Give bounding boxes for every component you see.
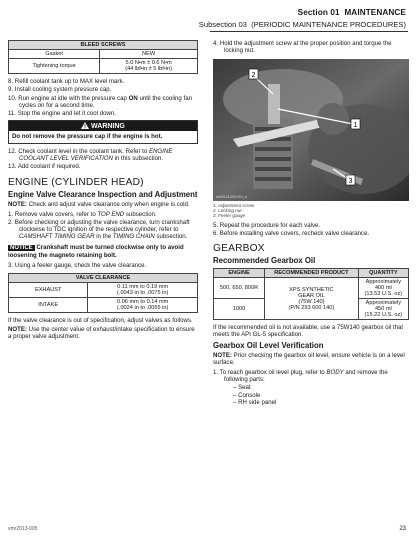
gearbox-oil-subtitle: Recommended Gearbox Oil bbox=[213, 256, 316, 266]
engine-head-title: ENGINE (CYLINDER HEAD) bbox=[8, 176, 144, 188]
engine-valve-illustration bbox=[213, 59, 409, 201]
step-8: 8. Refill coolant tank up to MAX level mark. bbox=[8, 78, 125, 85]
warning-triangle-icon bbox=[81, 122, 89, 129]
valve-step-6: 6. Before installing valve covers, recheck valve clearance. bbox=[213, 230, 370, 238]
callout-3: 3 bbox=[348, 177, 353, 185]
exhaust-label: EXHAUST bbox=[9, 282, 88, 297]
out-of-spec-text: If the valve clearance is out of specification, adjust valves as follows. bbox=[8, 316, 193, 324]
valve-step-2: 2. Before checking or adjusting the valve clearance, turn crankshaft clockwise to TDC ignition of the respective cylinder, refer to CAMSHAFT TIMING GEAR in the TIMING CHAIN subsection. bbox=[8, 218, 190, 241]
intake-value: 0.06 mm to 0.14 mm (.0024 in to .0055 in) bbox=[88, 297, 198, 312]
warning-header bbox=[9, 121, 197, 131]
left-column bbox=[8, 40, 198, 341]
section-title bbox=[298, 8, 406, 17]
valve-step-4: 4. Hold the adjustment screw at the proper position and torque the locking nut. bbox=[213, 40, 392, 55]
gearbox-title: GEARBOX bbox=[213, 243, 265, 255]
bleed-screws-table bbox=[8, 40, 198, 74]
warning-box bbox=[8, 120, 198, 143]
photo-code: rmr2013-009-001_a bbox=[216, 194, 247, 199]
callout-2: 2 bbox=[251, 71, 256, 79]
valve-note: NOTE: Check and adjust valve clearance only when engine is cold. bbox=[8, 201, 190, 209]
step-11: 11. Stop the engine and let it cool down. bbox=[8, 110, 116, 118]
valve-step-5: 5. Repeat the procedure for each valve. bbox=[213, 221, 321, 229]
exhaust-value: 0.11 mm to 0.19 mm (.0043 in to .0075 in) bbox=[88, 282, 198, 297]
bleed-gasket-value: NEW bbox=[100, 50, 198, 59]
bleed-torque-value bbox=[100, 59, 198, 74]
right-column bbox=[213, 40, 409, 406]
subsection-name: (PERIODIC MAINTENANCE PROCEDURES) bbox=[251, 20, 406, 29]
quantity-2: Approximately 450 ml (15.22 U.S. oz) bbox=[358, 299, 408, 320]
engine-500-650-800r: 500, 650, 800R bbox=[214, 278, 265, 299]
subsection-title bbox=[199, 20, 406, 29]
intake-label: INTAKE bbox=[9, 297, 88, 312]
table-row bbox=[214, 278, 409, 299]
valve-step-1: 1. Remove valve covers, refer to TOP END subsection. bbox=[8, 210, 157, 218]
caption-adjustment-screw: 1. Adjustment screw bbox=[213, 202, 255, 208]
bleed-torque-label: Tightening torque bbox=[9, 59, 100, 74]
valve-adjustment-photo bbox=[213, 59, 409, 201]
callout-1: 1 bbox=[353, 121, 358, 129]
step-13: 13. Add coolant if required. bbox=[8, 163, 81, 171]
col-engine: ENGINE bbox=[214, 269, 265, 278]
valve-clearance-subtitle: Engine Valve Clearance Inspection and Adjustment bbox=[8, 189, 198, 199]
notice-paragraph: NOTICE Crankshaft must be turned clockwise only to avoid loosening the magneto retaining bolt. bbox=[8, 243, 184, 260]
bleed-table-title: BLEED SCREWS bbox=[9, 41, 198, 50]
valve-step-3: 3. Using a feeler gauge, check the valve clearance. bbox=[8, 262, 147, 270]
alternate-oil-text: If the recommended oil is not available, use a 75W140 gearbox oil that meets the API GL-5 specification. bbox=[213, 324, 404, 339]
footer-code: vmr2013-005 bbox=[8, 526, 38, 532]
table-row bbox=[9, 297, 198, 312]
caption-locking-nut: 2. Locking nut bbox=[213, 208, 242, 213]
header-rule bbox=[210, 31, 408, 32]
oil-level-subtitle: Gearbox Oil Level Verification bbox=[213, 340, 324, 350]
step-10: 10. Run engine at idle with the pressure cap ON until the cooling fan cycles on for a second time. bbox=[8, 94, 192, 109]
valve-clearance-table bbox=[8, 273, 198, 313]
part-console: – Console bbox=[233, 391, 261, 399]
bleed-torque-imperial: (44 lbf•in ± 5 lbf•in) bbox=[125, 66, 173, 72]
caption-feeler-gauge: 3. Feeler gauge bbox=[213, 213, 246, 219]
gearbox-oil-table bbox=[213, 268, 409, 320]
notice-badge: NOTICE bbox=[10, 244, 33, 251]
subsection-number: Subsection 03 bbox=[198, 20, 247, 29]
photo-captions bbox=[213, 203, 409, 219]
part-rh-side-panel: – RH side panel bbox=[233, 398, 277, 406]
engine-1000: 1000 bbox=[214, 299, 265, 320]
bleed-torque-metric: 5.0 N•m ± 0.6 N•m bbox=[125, 60, 172, 66]
part-seat: – Seat bbox=[233, 384, 251, 392]
warning-text: Do not remove the pressure cap if the engine is hot. bbox=[12, 133, 163, 141]
col-product: RECOMMENDED PRODUCT bbox=[265, 269, 359, 278]
section-name: MAINTENANCE bbox=[344, 8, 406, 17]
page-number: 23 bbox=[399, 526, 406, 532]
product-cell: XPS SYNTHETIC GEAR OIL (75W 140) (P/N 293 600 140) bbox=[265, 278, 359, 320]
section-number: Section 01 bbox=[297, 8, 340, 17]
valve-table-title: VALVE CLEARANCE bbox=[9, 273, 198, 282]
table-row bbox=[9, 282, 198, 297]
step-9: 9. Install cooling system pressure cap. bbox=[8, 86, 112, 94]
level-surface-note: NOTE: Prior checking the gearbox oil level, ensure vehicle is on a level surface. bbox=[213, 352, 405, 367]
step-12: 12. Check coolant level in the coolant tank. Refer to ENGINE COOLANT LEVEL VERIFICATION in this subsection. bbox=[8, 147, 173, 163]
col-quantity: QUANTITY bbox=[358, 269, 408, 278]
warning-label: WARNING bbox=[91, 123, 125, 131]
center-value-note: NOTE: Use the center value of exhaust/intake specification to ensure a proper valve adjustment. bbox=[8, 325, 195, 341]
gearbox-step-1: 1. To reach gearbox oil level plug, refer to BODY and remove the following parts: bbox=[213, 368, 388, 384]
bleed-gasket-label: Gasket bbox=[9, 50, 100, 59]
quantity-1: Approximately 400 ml (13.53 U.S. oz) bbox=[358, 278, 408, 299]
